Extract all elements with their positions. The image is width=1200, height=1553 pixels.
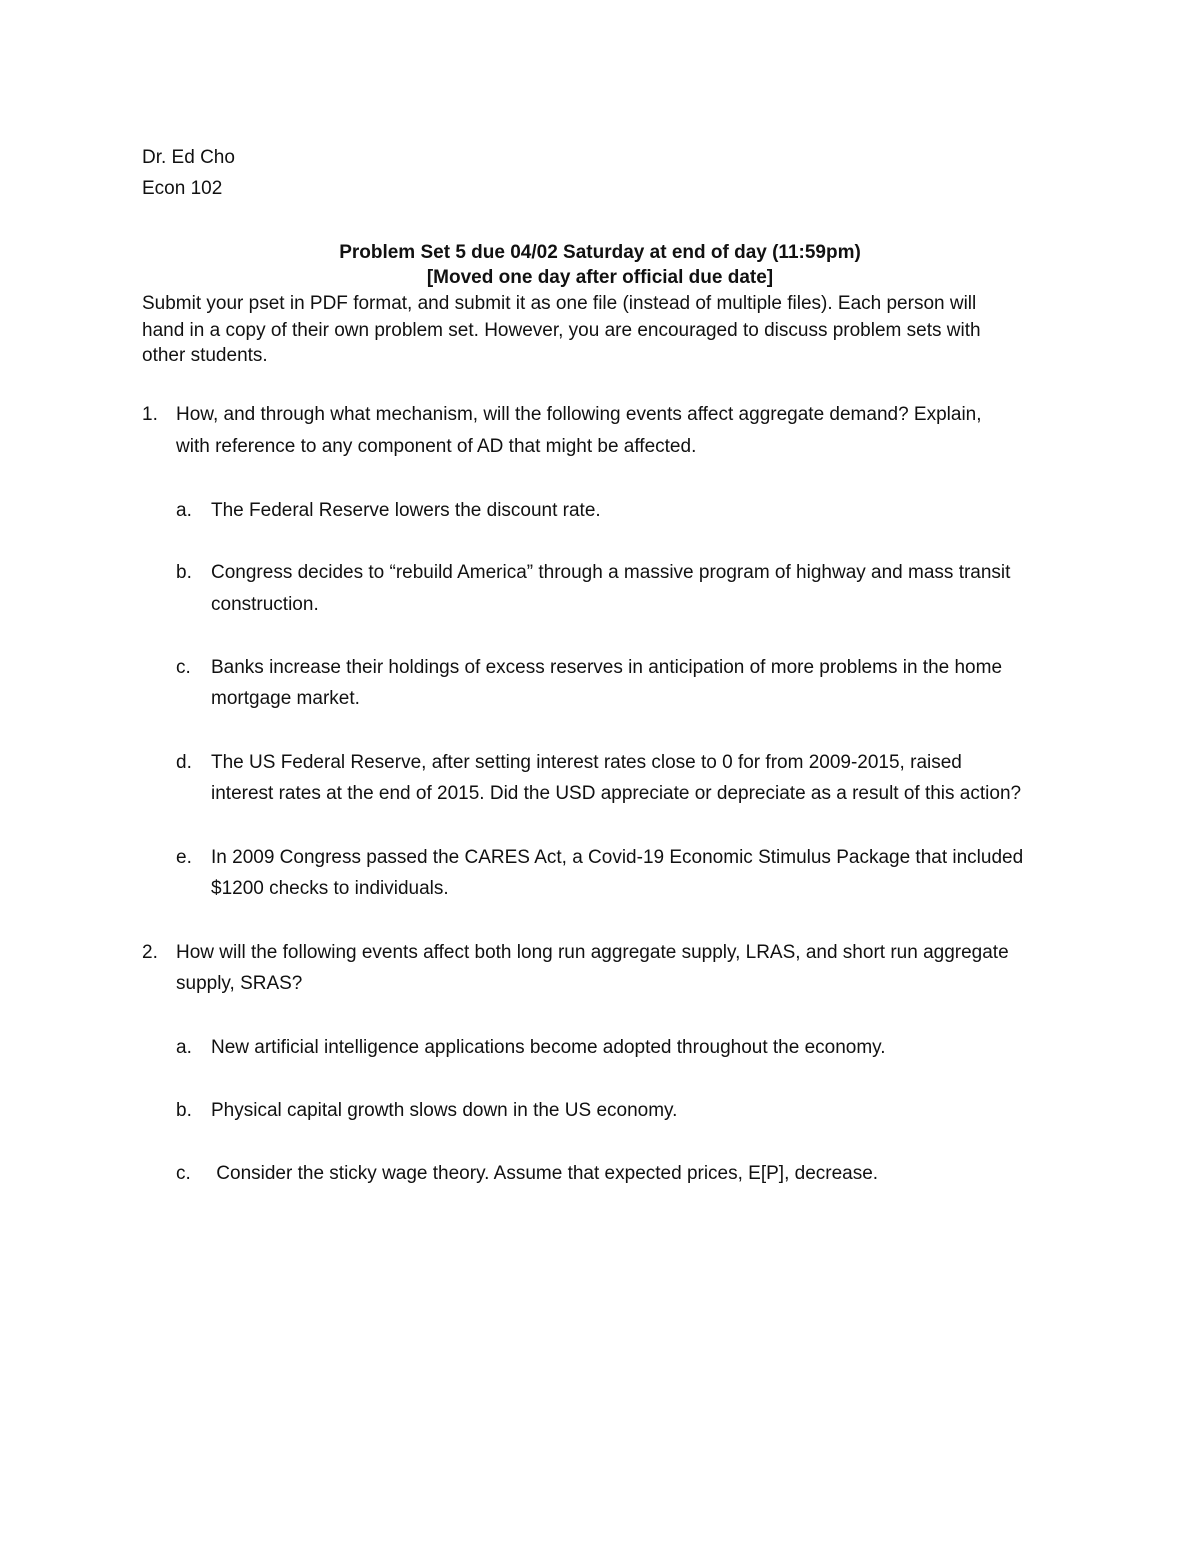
course-name: Econ 102 [142, 178, 223, 199]
question-1d-letter: d. [176, 752, 192, 773]
question-1e-line-2: $1200 checks to individuals. [211, 878, 449, 899]
question-2a-letter: a. [176, 1037, 192, 1058]
question-2c-text: Consider the sticky wage theory. Assume that expected prices, E[P], decrease. [211, 1163, 879, 1184]
question-2-number: 2. [142, 942, 158, 963]
question-1a-letter: a. [176, 500, 192, 521]
question-1e-letter: e. [176, 847, 192, 868]
question-1-line-1: How, and through what mechanism, will the following events affect aggregate demand? Explain, [176, 404, 982, 425]
question-1d-line-2: interest rates at the end of 2015. Did the USD appreciate or depreciate as a result of this action? [211, 783, 1022, 804]
question-2b-letter: b. [176, 1100, 192, 1121]
question-2c-letter: c. [176, 1163, 191, 1184]
question-1-line-2: with reference to any component of AD that might be affected. [176, 436, 697, 457]
question-1-number: 1. [142, 404, 158, 425]
question-1b-line-1: Congress decides to “rebuild America” through a massive program of highway and mass transit [211, 562, 1011, 583]
instructions-line-1: Submit your pset in PDF format, and submit it as one file (instead of multiple files). Each person will [142, 293, 977, 314]
question-2-line-2: supply, SRAS? [176, 973, 303, 994]
question-1b-line-2: construction. [211, 594, 319, 615]
question-1c-line-2: mortgage market. [211, 688, 360, 709]
question-1a-text: The Federal Reserve lowers the discount rate. [211, 500, 601, 521]
instructions-line-3: other students. [142, 345, 268, 366]
question-2a-text: New artificial intelligence applications become adopted throughout the economy. [211, 1037, 886, 1058]
author-name: Dr. Ed Cho [142, 147, 235, 168]
question-1c-line-1: Banks increase their holdings of excess reserves in anticipation of more problems in the home [211, 657, 1003, 678]
question-2-line-1: How will the following events affect both long run aggregate supply, LRAS, and short run aggregate [176, 942, 1009, 963]
due-date-note: [Moved one day after official due date] [426, 267, 774, 288]
question-1b-letter: b. [176, 562, 192, 583]
question-2b-text: Physical capital growth slows down in the US economy. [211, 1100, 678, 1121]
question-1e-line-1: In 2009 Congress passed the CARES Act, a Covid-19 Economic Stimulus Package that included [211, 847, 1024, 868]
question-1d-line-1: The US Federal Reserve, after setting interest rates close to 0 for from 2009-2015, raised [211, 752, 962, 773]
instructions-line-2: hand in a copy of their own problem set. However, you are encouraged to discuss problem sets with [142, 320, 981, 341]
problem-set-title: Problem Set 5 due 04/02 Saturday at end of day (11:59pm) [339, 242, 861, 263]
question-1c-letter: c. [176, 657, 191, 678]
